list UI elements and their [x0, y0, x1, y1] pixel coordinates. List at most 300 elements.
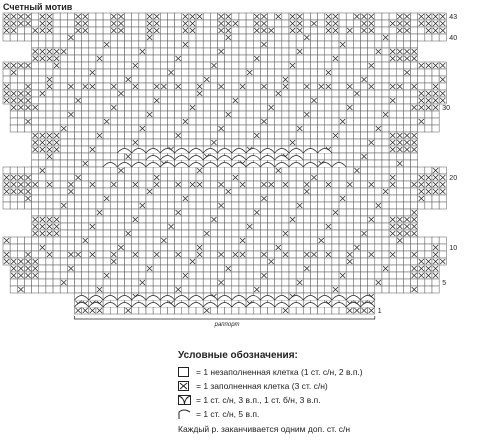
chart-cell	[46, 41, 53, 48]
chart-cell	[382, 230, 389, 237]
chart-cell	[182, 230, 189, 237]
chart-cell	[260, 188, 267, 195]
chart-cell	[368, 272, 375, 279]
chart-cell	[303, 167, 310, 174]
chart-cell	[375, 83, 382, 90]
chart-cell	[296, 181, 303, 188]
chart-cell	[125, 104, 132, 111]
chart-cell	[432, 118, 439, 125]
chart-cell	[39, 125, 46, 132]
chart-cell	[210, 223, 217, 230]
chart-cell	[353, 62, 360, 69]
chart-cell	[375, 272, 382, 279]
chart-cell	[125, 237, 132, 244]
chart-cell	[189, 48, 196, 55]
chart-cell	[225, 69, 232, 76]
chart-cell	[368, 244, 375, 251]
chart-cell	[17, 83, 24, 90]
chart-cell	[153, 118, 160, 125]
chart-cell	[289, 104, 296, 111]
chart-cell	[182, 97, 189, 104]
chart-cell	[346, 90, 353, 97]
chart-cell	[103, 209, 110, 216]
chart-cell	[110, 132, 117, 139]
chart-cell	[303, 20, 310, 27]
chart-cell	[289, 76, 296, 83]
chart-cell	[3, 76, 10, 83]
chart-cell	[246, 97, 253, 104]
chart-cell	[246, 90, 253, 97]
chart-cell	[260, 76, 267, 83]
chart-cell	[353, 272, 360, 279]
chart-cell	[75, 223, 82, 230]
chart-cell	[53, 174, 60, 181]
chart-cell	[196, 104, 203, 111]
chart-cell	[253, 48, 260, 55]
chart-cell	[175, 265, 182, 272]
chart-cell	[310, 34, 317, 41]
chart-cell	[32, 13, 39, 20]
chart-cell	[146, 223, 153, 230]
chart-cell	[132, 97, 139, 104]
chart-cell	[339, 237, 346, 244]
chart-cell	[310, 41, 317, 48]
chart-cell	[310, 27, 317, 34]
chart-cell	[339, 97, 346, 104]
chart-cell	[368, 104, 375, 111]
chart-cell	[117, 76, 124, 83]
chart-cell	[182, 90, 189, 97]
chart-cell	[46, 188, 53, 195]
chart-cell	[403, 76, 410, 83]
chart-cell	[382, 27, 389, 34]
chart-cell	[167, 258, 174, 265]
chart-cell	[110, 188, 117, 195]
legend	[178, 350, 363, 434]
chart-cell	[325, 153, 332, 160]
chart-cell	[339, 139, 346, 146]
chart-cell	[117, 230, 124, 237]
chart-cell	[32, 286, 39, 293]
chart-cell	[24, 237, 31, 244]
chart-cell	[218, 90, 225, 97]
chart-cell	[167, 209, 174, 216]
chart-cell	[246, 132, 253, 139]
chart-cell	[389, 76, 396, 83]
chart-cell	[232, 55, 239, 62]
chart-cell	[39, 195, 46, 202]
chart-cell	[24, 279, 31, 286]
chart-cell	[218, 223, 225, 230]
chart-cell	[32, 111, 39, 118]
chart-cell	[232, 104, 239, 111]
chart-cell	[60, 62, 67, 69]
chart-cell	[175, 20, 182, 27]
chart-cell	[232, 167, 239, 174]
chart-cell	[210, 118, 217, 125]
chart-cell	[375, 181, 382, 188]
chart-cell	[318, 202, 325, 209]
chart-cell	[132, 244, 139, 251]
chart-cell	[218, 55, 225, 62]
chart-cell	[218, 307, 225, 314]
chart-cell	[132, 48, 139, 55]
chart-cell	[296, 272, 303, 279]
chart-cell	[289, 237, 296, 244]
chart-cell	[75, 209, 82, 216]
chart-cell	[268, 286, 275, 293]
chart-cell	[375, 251, 382, 258]
chart-cell	[346, 111, 353, 118]
chart-cell	[153, 132, 160, 139]
chart-cell	[60, 153, 67, 160]
chart-cell	[318, 118, 325, 125]
chart-cell	[332, 174, 339, 181]
chart-cell	[189, 69, 196, 76]
chart-cell	[353, 55, 360, 62]
chart-cell	[325, 104, 332, 111]
chart-cell	[368, 55, 375, 62]
chart-cell	[146, 209, 153, 216]
chart-cell	[139, 118, 146, 125]
chart-cell	[332, 83, 339, 90]
chart-cell	[117, 118, 124, 125]
chart-cell	[382, 237, 389, 244]
chart-cell	[189, 244, 196, 251]
chart-cell	[403, 111, 410, 118]
chart-cell	[275, 195, 282, 202]
chart-cell	[332, 216, 339, 223]
chart-cell	[225, 202, 232, 209]
chart-cell	[325, 90, 332, 97]
v-arch-icon	[178, 395, 192, 406]
chart-cell	[189, 34, 196, 41]
chart-cell	[332, 97, 339, 104]
chart-cell	[210, 174, 217, 181]
chart-cell	[232, 181, 239, 188]
chart-cell	[225, 223, 232, 230]
chart-cell	[225, 48, 232, 55]
chart-cell	[60, 118, 67, 125]
chart-cell	[203, 69, 210, 76]
chart-cell	[310, 48, 317, 55]
chart-cell	[10, 202, 17, 209]
chart-cell	[368, 153, 375, 160]
chart-cell	[353, 76, 360, 83]
chart-cell	[125, 286, 132, 293]
chart-cell	[389, 202, 396, 209]
chart-cell	[60, 83, 67, 90]
chart-cell	[218, 286, 225, 293]
chart-cell	[46, 195, 53, 202]
chart-cell	[175, 118, 182, 125]
chart-cell	[368, 279, 375, 286]
chart-cell	[439, 34, 446, 41]
chart-cell	[225, 83, 232, 90]
chart-cell	[82, 181, 89, 188]
chart-cell	[346, 230, 353, 237]
chart-cell	[146, 279, 153, 286]
chart-cell	[182, 125, 189, 132]
chart-cell	[325, 118, 332, 125]
chart-cell	[139, 265, 146, 272]
chart-cell	[225, 90, 232, 97]
chart-cell	[167, 90, 174, 97]
chart-cell	[225, 118, 232, 125]
chart-cell	[89, 41, 96, 48]
chart-cell	[303, 237, 310, 244]
chart-cell	[160, 251, 167, 258]
chart-cell	[189, 286, 196, 293]
chart-cell	[403, 195, 410, 202]
chart-cell	[232, 195, 239, 202]
chart-cell	[339, 48, 346, 55]
chart-cell	[39, 160, 46, 167]
chart-cell	[96, 167, 103, 174]
chart-cell	[75, 286, 82, 293]
chart-cell	[318, 223, 325, 230]
chart-cell	[167, 34, 174, 41]
chart-cell	[361, 188, 368, 195]
chart-cell	[368, 76, 375, 83]
chart-cell	[110, 244, 117, 251]
chart-cell	[389, 27, 396, 34]
chart-cell	[425, 111, 432, 118]
chart-cell	[389, 195, 396, 202]
chart-cell	[310, 139, 317, 146]
chart-cell	[175, 13, 182, 20]
chart-cell	[418, 27, 425, 34]
chart-cell	[60, 251, 67, 258]
chart-cell	[117, 258, 124, 265]
chart-cell	[260, 69, 267, 76]
chart-cell	[239, 111, 246, 118]
chart-cell	[353, 251, 360, 258]
chart-cell	[189, 111, 196, 118]
chart-cell	[318, 167, 325, 174]
chart-cell	[411, 188, 418, 195]
chart-cell	[268, 265, 275, 272]
chart-cell	[46, 279, 53, 286]
chart-cell	[218, 258, 225, 265]
chart-cell	[203, 97, 210, 104]
chart-cell	[182, 69, 189, 76]
chart-cell	[296, 230, 303, 237]
chart-cell	[153, 286, 160, 293]
chart-cell	[282, 20, 289, 27]
chart-cell	[239, 139, 246, 146]
chart-cell	[346, 34, 353, 41]
chart-cell	[275, 20, 282, 27]
chart-cell	[218, 244, 225, 251]
chart-cell	[89, 20, 96, 27]
chart-cell	[225, 97, 232, 104]
chart-cell	[289, 307, 296, 314]
chart-cell	[432, 125, 439, 132]
chart-cell	[196, 174, 203, 181]
chart-cell	[296, 188, 303, 195]
chart-cell	[39, 83, 46, 90]
chart-cell	[268, 76, 275, 83]
chart-cell	[53, 272, 60, 279]
chart-cell	[82, 111, 89, 118]
chart-cell	[382, 286, 389, 293]
chart-cell	[189, 139, 196, 146]
chart-cell	[375, 230, 382, 237]
chart-cell	[389, 104, 396, 111]
chart-cell	[46, 69, 53, 76]
chart-cell	[289, 97, 296, 104]
chart-cell	[411, 202, 418, 209]
chart-cell	[160, 265, 167, 272]
chart-cell	[103, 55, 110, 62]
chart-cell	[125, 216, 132, 223]
chart-cell	[189, 118, 196, 125]
chart-cell	[53, 279, 60, 286]
chart-cell	[282, 125, 289, 132]
chart-cell	[268, 20, 275, 27]
chart-cell	[260, 244, 267, 251]
chart-cell	[339, 279, 346, 286]
chart-cell	[182, 76, 189, 83]
chart-cell	[325, 55, 332, 62]
chart-cell	[167, 174, 174, 181]
chart-cell	[60, 265, 67, 272]
chart-cell	[96, 181, 103, 188]
chart-cell	[117, 286, 124, 293]
chart-cell	[346, 48, 353, 55]
chart-cell	[146, 237, 153, 244]
chart-cell	[182, 237, 189, 244]
chart-cell	[167, 13, 174, 20]
chart-cell	[60, 111, 67, 118]
chart-cell	[132, 76, 139, 83]
chart-cell	[189, 223, 196, 230]
chart-cell	[125, 188, 132, 195]
chart-cell	[167, 216, 174, 223]
chart-cell	[110, 41, 117, 48]
chart-cell	[89, 97, 96, 104]
chart-cell	[46, 244, 53, 251]
chart-cell	[253, 216, 260, 223]
chart-cell	[89, 125, 96, 132]
chart-cell	[353, 111, 360, 118]
chart-cell	[160, 188, 167, 195]
chart-cell	[425, 202, 432, 209]
chart-cell	[110, 90, 117, 97]
chart-cell	[117, 223, 124, 230]
chart-cell	[332, 41, 339, 48]
chart-cell	[239, 62, 246, 69]
chart-cell	[110, 216, 117, 223]
chart-cell	[196, 258, 203, 265]
chart-cell	[67, 160, 74, 167]
chart-cell	[325, 244, 332, 251]
legend-footnote: Каждый р. заканчивается одним доп. ст. с/н	[178, 424, 351, 434]
chart-cell	[110, 55, 117, 62]
chart-cell	[110, 139, 117, 146]
chart-cell	[60, 258, 67, 265]
chart-cell	[210, 258, 217, 265]
chart-cell	[67, 62, 74, 69]
chart-cell	[139, 181, 146, 188]
chart-cell	[196, 34, 203, 41]
chart-cell	[332, 244, 339, 251]
chart-cell	[175, 48, 182, 55]
chart-cell	[318, 153, 325, 160]
chart-cell	[125, 69, 132, 76]
chart-cell	[103, 307, 110, 314]
chart-cell	[153, 188, 160, 195]
chart-cell	[160, 104, 167, 111]
chart-cell	[268, 223, 275, 230]
chart-cell	[268, 83, 275, 90]
chart-cell	[239, 76, 246, 83]
chart-cell	[439, 83, 446, 90]
chart-cell	[246, 13, 253, 20]
chart-cell	[275, 125, 282, 132]
chart-cell	[125, 265, 132, 272]
chart-cell	[96, 62, 103, 69]
chart-cell	[139, 286, 146, 293]
chart-cell	[310, 286, 317, 293]
chart-cell	[60, 286, 67, 293]
chart-cell	[32, 160, 39, 167]
chart-cell	[346, 13, 353, 20]
chart-cell	[132, 34, 139, 41]
chart-cell	[303, 125, 310, 132]
chart-cell	[260, 174, 267, 181]
chart-cell	[389, 125, 396, 132]
chart-cell	[346, 174, 353, 181]
chart-cell	[67, 153, 74, 160]
chart-cell	[375, 34, 382, 41]
chart-cell	[268, 230, 275, 237]
chart-cell	[203, 55, 210, 62]
chart-cell	[396, 181, 403, 188]
chart-cell	[332, 251, 339, 258]
chart-cell	[289, 90, 296, 97]
chart-cell	[268, 167, 275, 174]
chart-cell	[96, 69, 103, 76]
chart-cell	[125, 167, 132, 174]
chart-cell	[82, 146, 89, 153]
chart-cell	[82, 174, 89, 181]
chart-cell	[39, 272, 46, 279]
chart-cell	[117, 307, 124, 314]
chart-cell	[382, 48, 389, 55]
chart-cell	[89, 244, 96, 251]
chart-cell	[53, 41, 60, 48]
chart-cell	[310, 272, 317, 279]
chart-cell	[310, 62, 317, 69]
chart-cell	[325, 230, 332, 237]
chart-cell	[289, 230, 296, 237]
chart-cell	[167, 83, 174, 90]
chart-cell	[253, 76, 260, 83]
chart-cell	[103, 139, 110, 146]
chart-cell	[132, 55, 139, 62]
chart-cell	[246, 83, 253, 90]
chart-cell	[318, 195, 325, 202]
chart-cell	[368, 230, 375, 237]
chart-cell	[346, 76, 353, 83]
chart-cell	[17, 167, 24, 174]
chart-cell	[75, 230, 82, 237]
chart-cell	[146, 230, 153, 237]
chart-cell	[296, 118, 303, 125]
chart-cell	[125, 279, 132, 286]
